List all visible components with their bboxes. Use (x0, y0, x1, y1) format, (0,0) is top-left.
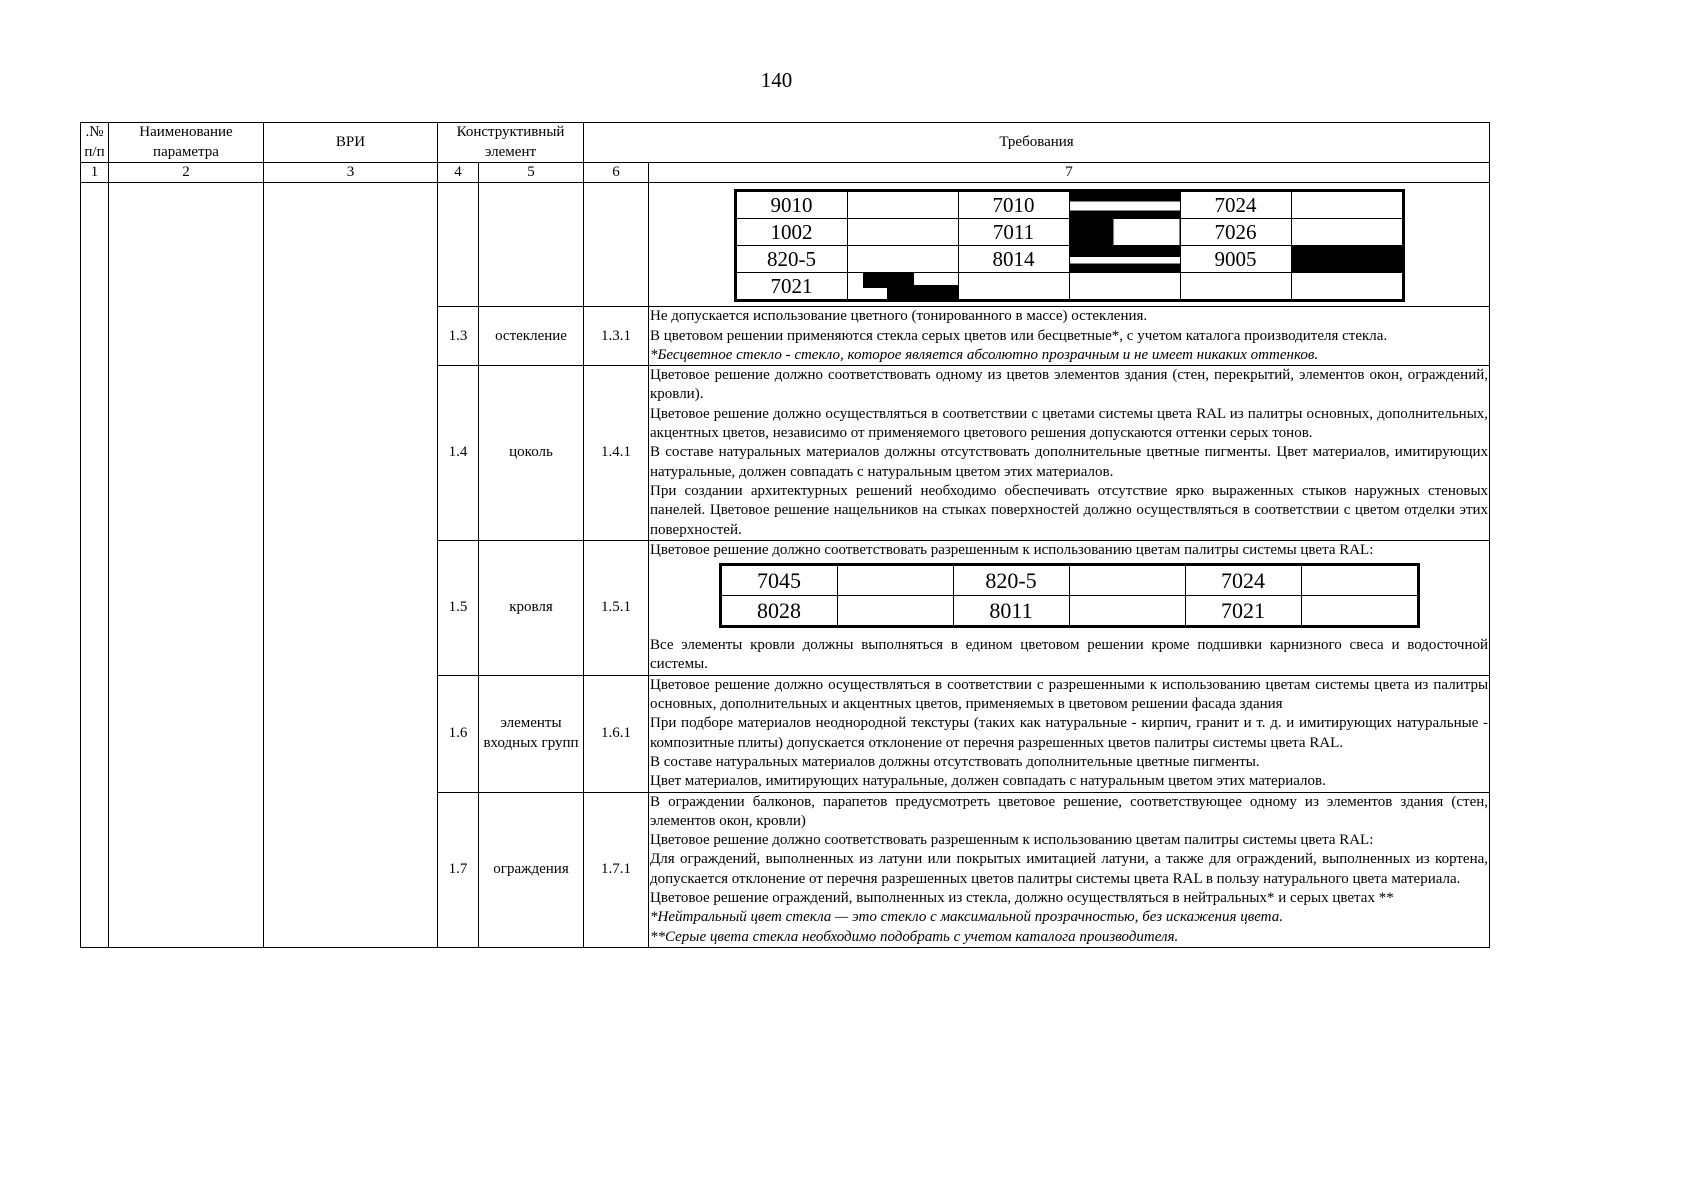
column-number: 5 (479, 163, 584, 183)
paragraph: Цветовое решение должно осуществляться в соответствии с разрешенными к использованию цветам системы цвета из палитры основных, дополнительных и акцентных цветов, применяемых в цветовом решении фасада здания (650, 676, 1489, 713)
cell-empty (479, 183, 584, 307)
color-swatch (1069, 219, 1180, 246)
row-number: 1.7 (438, 792, 479, 947)
paragraph: Цвет материалов, имитирующих натуральные, должен совпадать с натуральным цветом этих материалов. (650, 773, 1326, 790)
ral-code: 7021 (1185, 596, 1301, 627)
ral-code: 9010 (735, 191, 847, 219)
ral-code: 8028 (720, 596, 837, 627)
requirement-text (649, 675, 1490, 792)
column-number: 2 (109, 163, 264, 183)
sub-number: 1.7.1 (584, 792, 649, 947)
header-requirements: Требования (584, 123, 1490, 163)
ral-code: 8014 (958, 246, 1069, 273)
paragraph: Цветовое решение должно соответствовать разрешенным к использованию цветам палитры системы цвета RAL: (650, 541, 1374, 558)
color-swatch (847, 273, 958, 301)
element-name: остекление (479, 307, 584, 366)
paragraph: Цветовое решение ограждений, выполненных из стекла, должно осуществляться в нейтральных* и серых цветах ** (650, 890, 1394, 907)
header-vri: ВРИ (264, 123, 438, 163)
paragraph: Цветовое решение должно осуществляться в соответствии с цветами системы цвета RAL из палитры основных, дополнительных, акцентных цветов, независимо от применяемого цветового решения допускаются оттенки серых тонов. (650, 405, 1489, 442)
paragraph: В составе натуральных материалов должны отсутствовать дополнительные цветные пигменты. (650, 753, 1260, 770)
ral-code (958, 273, 1069, 301)
row-number: 1.5 (438, 540, 479, 675)
ral-code: 7045 (720, 565, 837, 596)
page-number: 140 (760, 68, 793, 92)
palette-cell (649, 183, 1490, 307)
cell-empty (438, 183, 479, 307)
ral-code: 7024 (1180, 191, 1291, 219)
cell-empty (81, 183, 109, 948)
element-name: ограждения (479, 792, 584, 947)
row-number: 1.6 (438, 675, 479, 792)
row-number: 1.4 (438, 366, 479, 541)
paragraph: Для ограждений, выполненных из латуни или покрытых имитацией латуни, а также для ограждений, выполненных из кортена, допускается отклонение от перечня разрешенных цветов палитры системы цвета RAL в пользу натурального цвета материала. (650, 851, 1489, 887)
footnote: **Серые цвета стекла необходимо подобрать с учетом каталога производителя. (650, 928, 1179, 945)
requirement-text (649, 307, 1490, 366)
column-number: 3 (264, 163, 438, 183)
row-number: 1.3 (438, 307, 479, 366)
color-swatch (1069, 273, 1180, 301)
cell-empty (109, 183, 264, 948)
color-swatch (1069, 565, 1185, 596)
color-swatch (847, 219, 958, 246)
requirement-text (649, 540, 1490, 675)
ral-code: 7024 (1185, 565, 1301, 596)
ral-code: 820-5 (953, 565, 1069, 596)
color-swatch (1301, 596, 1418, 627)
paragraph: Цветовое решение должно соответствовать разрешенным к использованию цветам палитры системы цвета RAL: (650, 832, 1374, 849)
paragraph: Цветовое решение должно соответствовать одному из цветов элементов здания (стен, перекрытий, элементов окон, ограждений, кровли). (650, 367, 1489, 403)
color-swatch (837, 565, 953, 596)
column-number: 7 (649, 163, 1490, 183)
ral-code: 8011 (953, 596, 1069, 627)
requirement-text (649, 792, 1490, 947)
ral-code: 7011 (958, 219, 1069, 246)
cell-empty (584, 183, 649, 307)
paragraph: Все элементы кровли должны выполняться в едином цветовом решении кроме подшивки карнизного свеса и водосточной системы. (650, 637, 1489, 673)
color-swatch (1069, 191, 1180, 219)
paragraph: При создании архитектурных решений необходимо обеспечивать отсутствие ярко выраженных стыков наружных стеновых панелей. Цветовое решение нащельников на стыках поверхностей должно осуществляться в соответствии с цветом отделки этих поверхностей. (650, 482, 1489, 538)
header-element: Конструктивный элемент (438, 123, 584, 163)
sub-number: 1.4.1 (584, 366, 649, 541)
ral-code: 1002 (735, 219, 847, 246)
paragraph: В цветовом решении применяются стекла серых цветов или бесцветные*, с учетом каталога производителя стекла. (650, 327, 1388, 344)
column-number: 1 (81, 163, 109, 183)
sub-number: 1.3.1 (584, 307, 649, 366)
column-number: 4 (438, 163, 479, 183)
color-swatch (847, 246, 958, 273)
color-swatch (1291, 191, 1403, 219)
element-name: элементы входных групп (479, 675, 584, 792)
footnote: *Нейтральный цвет стекла — это стекло с максимальной прозрачностью, без искажения цвета. (650, 909, 1283, 926)
ral-code: 7026 (1180, 219, 1291, 246)
sub-number: 1.5.1 (584, 540, 649, 675)
color-palette-table (734, 189, 1405, 302)
ral-code: 7010 (958, 191, 1069, 219)
header-number: .№ п/п (81, 123, 109, 163)
requirements-table (80, 122, 1490, 948)
color-swatch (1301, 565, 1418, 596)
color-swatch (1291, 219, 1403, 246)
ral-code: 820-5 (735, 246, 847, 273)
header-parameter-name: Наименование параметра (109, 123, 264, 163)
paragraph: При подборе материалов неоднородной текстуры (таких как натуральные - кирпич, гранит и т. д. и имитирующих натуральные - композитные плиты) допускается отклонение от перечня разрешенных цветов палитры системы цвета RAL. (650, 715, 1489, 751)
ral-code: 9005 (1180, 246, 1291, 273)
color-swatch (847, 191, 958, 219)
color-swatch (1291, 273, 1403, 301)
roof-palette-table (719, 563, 1420, 628)
element-name: цоколь (479, 366, 584, 541)
color-swatch (1069, 246, 1180, 273)
paragraph: В ограждении балконов, парапетов предусмотреть цветовое решение, соответствующее одному из элементов здания (стен, элементов окон, кровли) (650, 793, 1489, 829)
ral-code: 7021 (735, 273, 847, 301)
requirement-text (649, 366, 1490, 541)
footnote: *Бесцветное стекло - стекло, которое является абсолютно прозрачным и не имеет никаких оттенков. (650, 346, 1319, 363)
color-swatch (1291, 246, 1403, 273)
column-number: 6 (584, 163, 649, 183)
cell-empty (264, 183, 438, 948)
paragraph: Не допускается использование цветного (тонированного в массе) остекления. (650, 308, 1148, 325)
color-swatch (1069, 596, 1185, 627)
sub-number: 1.6.1 (584, 675, 649, 792)
element-name: кровля (479, 540, 584, 675)
paragraph: В составе натуральных материалов должны отсутствовать дополнительные цветные пигменты. Цвет материалов, имитирующих натуральные, должен совпадать с натуральным цветом этих материалов. (650, 444, 1489, 480)
color-swatch (837, 596, 953, 627)
ral-code (1180, 273, 1291, 301)
